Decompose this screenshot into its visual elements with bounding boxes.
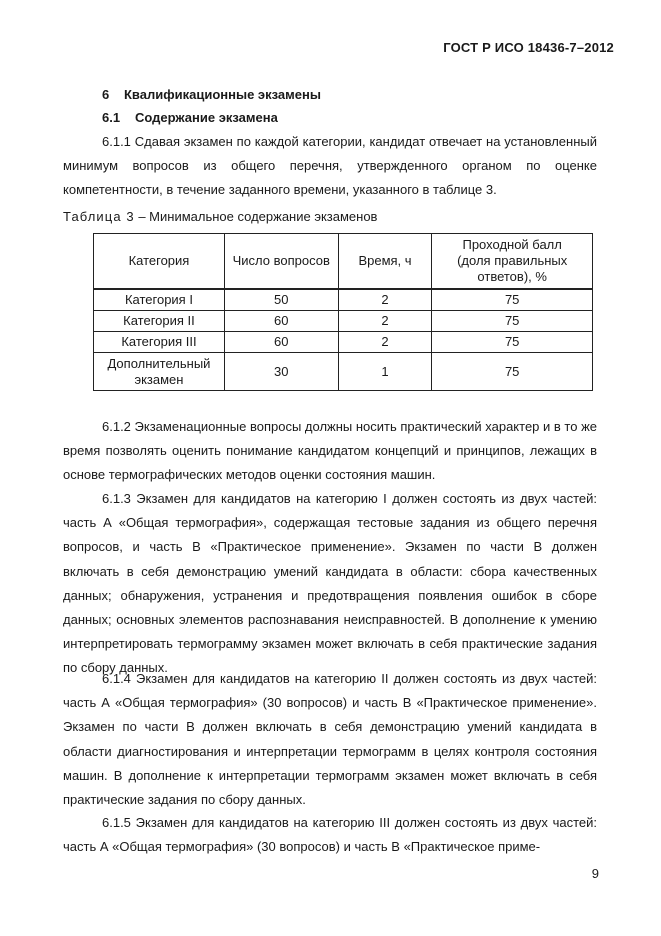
subsection-number: 6.1: [102, 110, 121, 125]
cell-pass-score: 75: [432, 311, 593, 332]
cell-time: 2: [338, 332, 432, 353]
cell-category: Дополнительный экзамен: [94, 353, 225, 391]
header-pass-score: Проходной балл (доля правильных ответов), %: [432, 234, 593, 290]
cell-time: 2: [338, 289, 432, 311]
table-row: [94, 332, 593, 353]
paragraph-6-1-3: 6.1.3 Экзамен для кандидатов на категорию I должен состоять из двух частей: часть А «Общая термография», содержащая тестовые задания из общего перечня вопросов, и часть В «Практическое применение». Экзамен по части В должен включать в себя демонстрацию умений кандидата в области: сбора качественных данных; обнаружения, устранения и предотвращения появления ошибок в сборе данных; основных элементов распознавания неисправностей. В дополнение к умению интерпретировать термограмму экзамен может включать в себя практические задания по сбору данных.: [63, 491, 597, 676]
cell-time: 1: [338, 353, 432, 391]
header-time: Время, ч: [338, 234, 432, 290]
header-category: Категория: [94, 234, 225, 290]
cell-category: Категория II: [94, 311, 225, 332]
section-heading: [102, 87, 321, 102]
document-code: ГОСТ Р ИСО 18436-7–2012: [443, 40, 614, 55]
cell-pass-score: 75: [432, 353, 593, 391]
exam-content-table: [93, 233, 593, 391]
cell-category: Категория III: [94, 332, 225, 353]
section-title: Квалификационные экзамены: [124, 87, 321, 102]
subsection-heading: [102, 110, 278, 125]
cell-pass-score: 75: [432, 289, 593, 311]
cell-questions: 50: [224, 289, 338, 311]
cell-questions: 60: [224, 332, 338, 353]
subsection-title: Содержание экзамена: [135, 110, 278, 125]
cell-time: 2: [338, 311, 432, 332]
cell-category: Категория I: [94, 289, 225, 311]
table-row: [94, 353, 593, 391]
cell-pass-score: 75: [432, 332, 593, 353]
table-row: [94, 289, 593, 311]
table-row: [94, 311, 593, 332]
paragraph-6-1-4: 6.1.4 Экзамен для кандидатов на категорию II должен состоять из двух частей: часть А «Общая термография» (30 вопросов) и часть В «Практическое применение». Экзамен по части В должен включать в себя демонстрацию умений кандидата в области диагностирования и интерпретации термограмм в целях контроля состояния машин. В дополнение к интерпретации термограмм экзамен может включать в себя практические задания по сбору данных.: [63, 671, 597, 808]
header-questions: Число вопросов: [224, 234, 338, 290]
cell-questions: 30: [224, 353, 338, 391]
section-number: 6: [102, 87, 110, 102]
paragraph-6-1-5: 6.1.5 Экзамен для кандидатов на категорию III должен состоять из двух частей: часть А «Общая термография» (30 вопросов) и часть В «Практическое приме-: [63, 815, 597, 855]
paragraph-6-1-2: 6.1.2 Экзаменационные вопросы должны носить практический характер и в то же время позволять оценить понимание кандидатом концепций и принципов, лежащих в основе термографических методов оценки состояния машин.: [63, 419, 597, 483]
table-caption: [63, 209, 377, 224]
table-caption-text: – Минимальное содержание экзаменов: [134, 209, 378, 224]
paragraph-6-1-1: 6.1.1 Сдавая экзамен по каждой категории, кандидат отвечает на установленный минимум вопросов из общего перечня, утвержденного органом по оценке компетентности, в течение заданного времени, указанного в таблице 3.: [63, 134, 597, 198]
cell-questions: 60: [224, 311, 338, 332]
table-header-row: [94, 234, 593, 290]
table-caption-label: Таблица 3: [63, 209, 135, 224]
page-number: 9: [591, 866, 599, 881]
